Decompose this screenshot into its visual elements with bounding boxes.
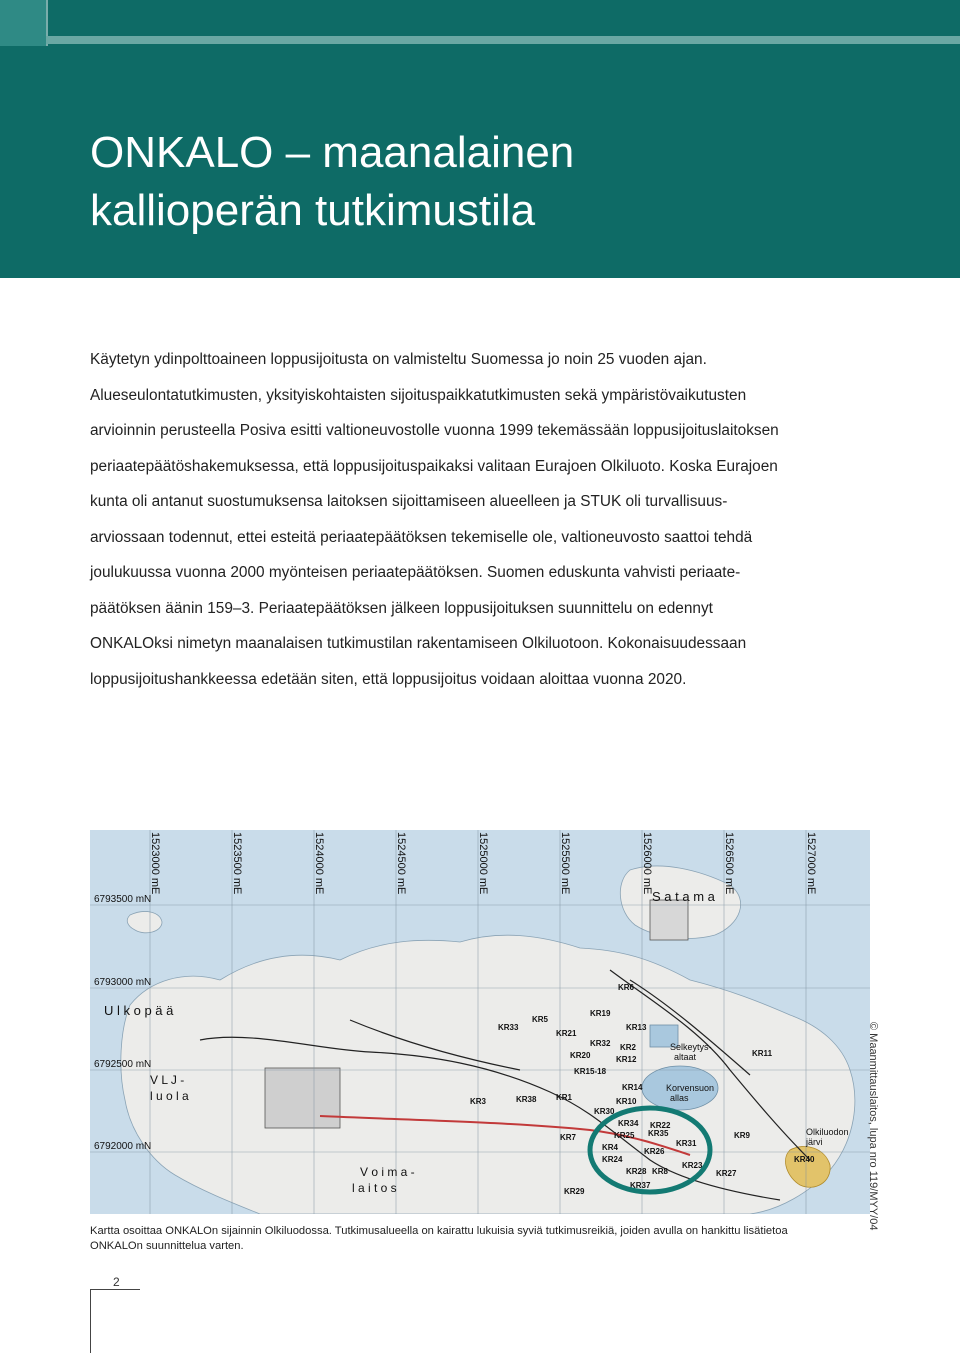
copyright-text: © Maanmittauslaitos, lupa nro 119/MYY/04	[867, 1022, 879, 1231]
place-label-voimalaitos-2: l a i t o s	[352, 1181, 397, 1195]
body-line: kunta oli antanut suostumuksensa laitoksen sijoittamiseen alueelleen ja STUK oli turvallisuus-	[90, 493, 728, 510]
borehole-label: KR24	[602, 1155, 623, 1164]
borehole-label: KR4	[602, 1143, 619, 1152]
borehole-label: KR33	[498, 1023, 519, 1032]
easting-label: 1523500 mE	[231, 832, 243, 895]
borehole-label: KR15-18	[574, 1067, 607, 1076]
place-label-ulkopaa: U l k o p ä ä	[104, 1003, 174, 1018]
place-label-voimalaitos-1: V o i m a -	[360, 1165, 415, 1179]
borehole-label: KR9	[734, 1131, 751, 1140]
borehole-label: KR37	[630, 1181, 651, 1190]
borehole-label: KR5	[532, 1015, 549, 1024]
borehole-label: KR7	[560, 1133, 577, 1142]
easting-label: 1525500 mE	[559, 832, 571, 895]
borehole-label: KR27	[716, 1169, 737, 1178]
borehole-label: KR31	[676, 1139, 697, 1148]
map-copyright	[867, 1022, 888, 1231]
body-line: loppusijoitushankkeessa edetään siten, että loppusijoitus voidaan aloittaa vuonna 2020.	[90, 670, 687, 688]
easting-label: 1524500 mE	[395, 832, 407, 895]
caption-line-2: ONKALOn suunnittelua varten.	[90, 1240, 244, 1252]
northing-label: 6793500 mN	[94, 894, 152, 905]
page-number: 2	[113, 1275, 120, 1289]
borehole-label: KR32	[590, 1039, 611, 1048]
borehole-label: KR35	[648, 1129, 669, 1138]
northing-label: 6792000 mN	[94, 1141, 152, 1152]
northing-label: 6792500 mN	[94, 1059, 152, 1070]
borehole-label: KR28	[626, 1167, 647, 1176]
header-accent-strip	[46, 36, 960, 44]
place-label-olkiluodon-1: Olkiluodon	[806, 1127, 849, 1137]
borehole-label: KR23	[682, 1161, 703, 1170]
borehole-label: KR25	[614, 1131, 635, 1140]
place-label-korvensuo-2: allas	[670, 1093, 689, 1103]
map-industrial-area	[265, 1068, 340, 1128]
place-label-olkiluodon-2: järvi	[806, 1137, 823, 1147]
borehole-label: KR26	[644, 1147, 665, 1156]
easting-label: 1527000 mE	[805, 832, 817, 895]
title-line-2: kallioperän tutkimustila	[90, 186, 536, 235]
header-band	[0, 0, 960, 278]
page-number-rule-horizontal	[90, 1289, 140, 1290]
place-label-korvensuo-1: Korvensuon	[666, 1083, 715, 1093]
borehole-label: KR30	[594, 1107, 615, 1116]
olkiluoto-map	[90, 830, 870, 1214]
borehole-label: KR20	[570, 1051, 591, 1060]
easting-label: 1526500 mE	[723, 832, 735, 895]
northing-label: 6793000 mN	[94, 977, 152, 988]
map-caption	[90, 1224, 880, 1254]
borehole-label: KR21	[556, 1029, 577, 1038]
place-label-selkeytys-1: Selkeytys-	[670, 1042, 712, 1052]
body-paragraph	[90, 342, 880, 697]
borehole-label: KR22	[650, 1121, 671, 1130]
body-line: Käytetyn ydinpolttoaineen loppusijoitusta on valmisteltu Suomessa jo noin 25 vuoden ajan.	[90, 351, 707, 368]
borehole-label: KR2	[620, 1043, 637, 1052]
body-line: Alueseulontatutkimusten, yksityiskohtaisten sijoituspaikkatutkimusten sekä ympäristövaikutusten	[90, 386, 747, 404]
title-line-1: ONKALO – maanalainen	[90, 128, 575, 177]
header-accent-square	[0, 0, 46, 46]
borehole-label: KR40	[794, 1155, 815, 1164]
map-harbour	[650, 900, 688, 940]
borehole-label: KR34	[618, 1119, 639, 1128]
body-line: arviossaan todennut, ettei esteitä periaatepäätöksen tekemiselle ole, valtioneuvosto saattoi tehdä	[90, 528, 753, 546]
place-label-vlj-2: l u o l a	[150, 1089, 189, 1103]
page-title	[90, 124, 574, 240]
borehole-label: KR38	[516, 1095, 537, 1104]
easting-label: 1525000 mE	[477, 832, 489, 895]
borehole-label: KR10	[616, 1097, 637, 1106]
borehole-label: KR1	[556, 1093, 573, 1102]
easting-label: 1523000 mE	[149, 832, 161, 895]
body-line: ONKALOksi nimetyn maanalaisen tutkimustilan rakentamiseen Olkiluotoon. Kokonaisuudessaan	[90, 635, 747, 652]
borehole-label: KR11	[752, 1049, 773, 1058]
borehole-label: KR3	[470, 1097, 487, 1106]
borehole-label: KR8	[652, 1167, 669, 1176]
body-line: päätöksen äänin 159–3. Periaatepäätöksen jälkeen loppusijoituksen suunnittelu on edennyt	[90, 599, 713, 617]
borehole-label: KR14	[622, 1083, 643, 1092]
easting-label: 1526000 mE	[641, 832, 653, 895]
place-label-selkeytys-2: altaat	[674, 1052, 697, 1062]
borehole-label: KR6	[618, 983, 635, 992]
place-label-vlj-1: V L J -	[150, 1073, 185, 1087]
easting-label: 1524000 mE	[313, 832, 325, 895]
place-label-satama: S a t a m a	[652, 889, 715, 904]
body-line: joulukuussa vuonna 2000 myönteisen periaatepäätöksen. Suomen eduskunta vahvisti periaate-	[90, 564, 741, 581]
body-line: periaatepäätöshakemuksessa, että loppusijoituspaikaksi valitaan Eurajoen Olkiluoto. Koska Eurajoen	[90, 457, 778, 475]
borehole-label: KR19	[590, 1009, 611, 1018]
caption-line-1: Kartta osoittaa ONKALOn sijainnin Olkiluodossa. Tutkimusalueella on kairattu lukuisia syviä tutkimusreikiä, joiden avulla on hankittu lisätietoa	[90, 1225, 788, 1237]
borehole-label: KR13	[626, 1023, 647, 1032]
borehole-label: KR29	[564, 1187, 585, 1196]
page-number-rule-vertical	[90, 1289, 91, 1353]
body-line: arvioinnin perusteella Posiva esitti valtioneuvostolle vuonna 1999 tekemässään loppusijoituslaitoksen	[90, 422, 779, 439]
borehole-label: KR12	[616, 1055, 637, 1064]
